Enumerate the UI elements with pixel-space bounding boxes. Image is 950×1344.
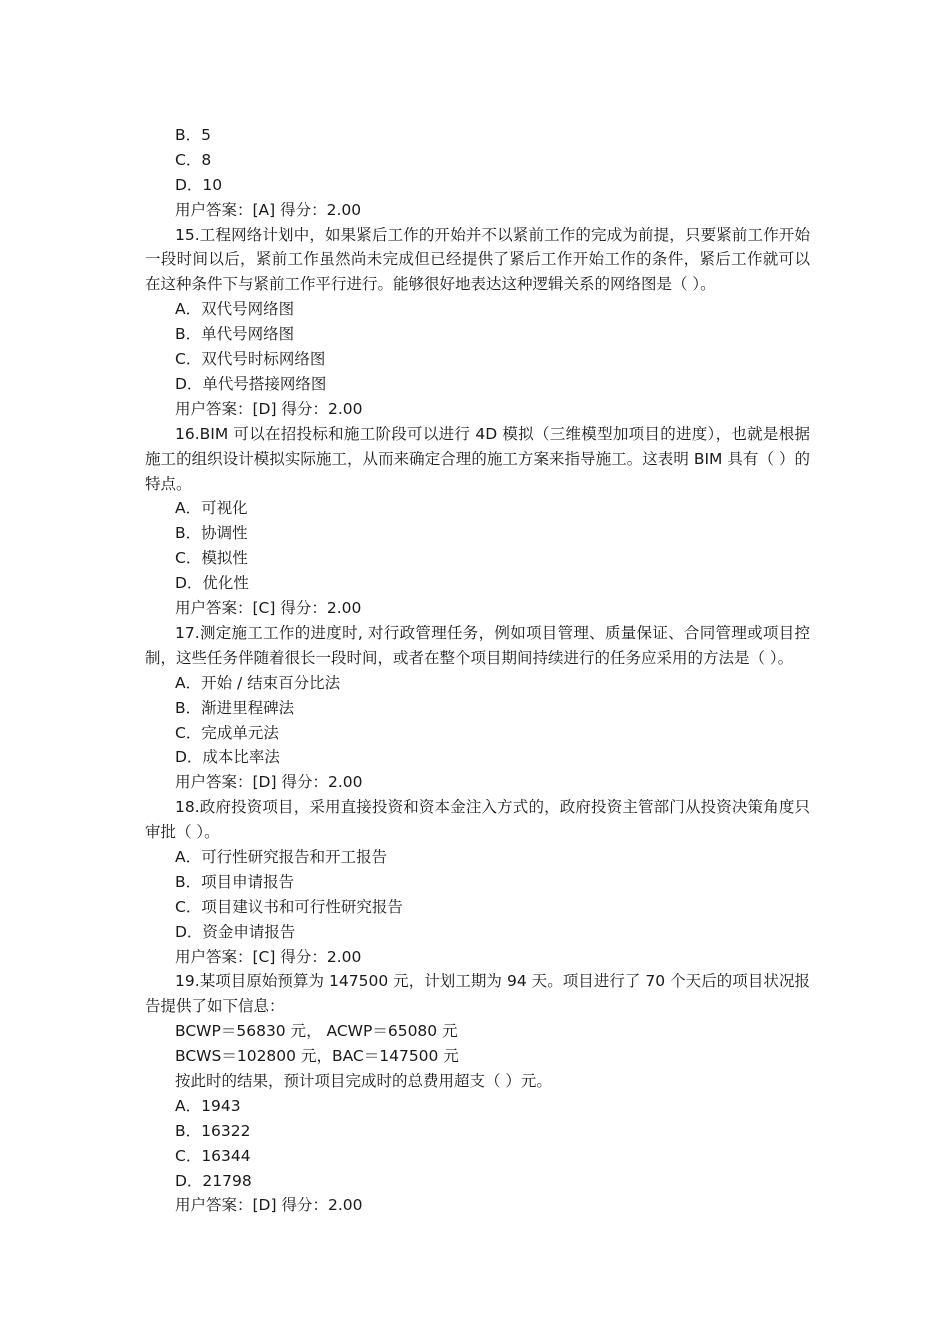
question-17-stem: 17.测定施工工作的进度时, 对行政管理任务，例如项目管理、质量保证、合同管理或项目控制，这些任务伴随着很长一段时间，或者在整个项目期间持续进行的任务应采用的方法是（ ）。 [145,623,810,667]
exam-page [145,123,810,1218]
option-c: C．双代号时标网络图 [175,350,326,369]
option-a: A．可视化 [175,499,248,518]
option-c: C．完成单元法 [175,723,279,742]
option-a: A．双代号网络图 [175,300,295,319]
user-answer: 用户答案：[C] 得分：2.00 [175,599,362,618]
option-c: C．8 [175,150,212,169]
question-15-stem: 15.工程网络计划中，如果紧后工作的开始并不以紧前工作的完成为前提，只要紧前工作开始一段时间以后，紧前工作虽然尚未完成但已经提供了紧后工作开始工作的条件，紧后工作就可以在这种条件下与紧前工作平行进行。能够很好地表达这种逻辑关系的网络图是（ ）。 [145,225,810,294]
option-d: D．优化性 [175,574,249,593]
option-b: B．项目申请报告 [175,872,295,891]
option-b: B．16322 [175,1121,251,1140]
option-b: B．协调性 [175,524,248,543]
option-a: A．1943 [175,1096,241,1115]
option-c: C．16344 [175,1146,251,1165]
option-d: D．21798 [175,1171,252,1190]
user-answer: 用户答案：[D] 得分：2.00 [175,773,363,792]
option-b: B．渐进里程碑法 [175,698,295,717]
option-d: D．10 [175,175,223,194]
user-answer: 用户答案：[C] 得分：2.00 [175,947,362,966]
option-d: D．单代号搭接网络图 [175,374,327,393]
question-19-info: 按此时的结果，预计项目完成时的总费用超支（ ）元。 [175,1072,552,1091]
option-b: B．5 [175,126,211,144]
user-answer: 用户答案：[D] 得分：2.00 [175,1196,363,1215]
option-a: A．开始 / 结束百分比法 [175,673,341,692]
option-a: A．可行性研究报告和开工报告 [175,847,388,866]
option-d: D．资金申请报告 [175,922,296,941]
question-16-stem: 16.BIM 可以在招投标和施工阶段可以进行 4D 模拟（三维模型加项目的进度），也就是根据施工的组织设计模拟实际施工，从而来确定合理的施工方案来指导施工。这表明 BIM 具有（ ）的特点。 [145,424,810,493]
option-d: D．成本比率法 [175,748,280,767]
question-19-stem: 19.某项目原始预算为 147500 元，计划工期为 94 天。项目进行了 70 个天后的项目状况报告提供了如下信息： [145,972,810,1016]
question-19-info: BCWS＝102800 元，BAC＝147500 元 [175,1047,459,1066]
question-19-info: BCWP＝56830 元， ACWP＝65080 元 [175,1022,458,1041]
option-c: C．模拟性 [175,549,248,568]
option-b: B．单代号网络图 [175,325,295,344]
question-18-stem: 18.政府投资项目，采用直接投资和资本金注入方式的，政府投资主管部门从投资决策角度只审批（ ）。 [145,798,810,842]
option-c: C．项目建议书和可行性研究报告 [175,897,403,916]
user-answer: 用户答案：[D] 得分：2.00 [175,399,363,418]
user-answer: 用户答案：[A] 得分：2.00 [175,200,362,219]
